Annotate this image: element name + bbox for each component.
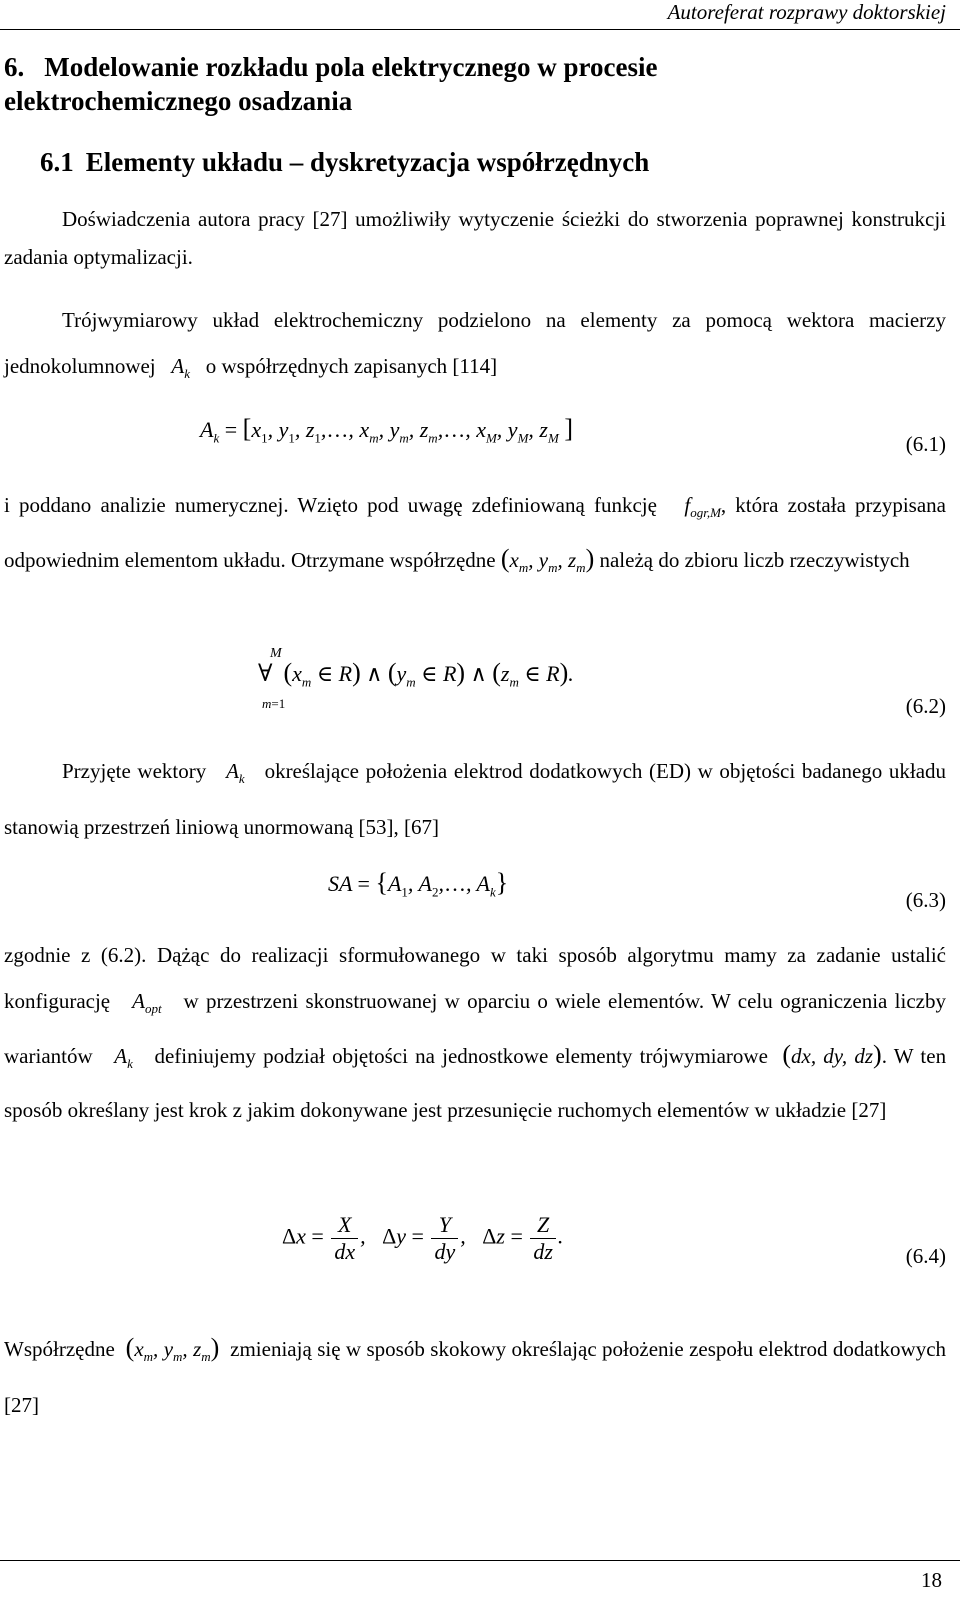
header-rule <box>0 29 960 30</box>
paragraph-5-text-c: definiujemy podział objętości na jednostkowe elementy trójwymiarowe <box>154 1044 768 1069</box>
equation-6-2: M ∀ m=1 ($x_m$ ∈ R) ∧ ($y_m$ ∈ R) ∧ ($z_m$ ∈ R). <box>258 646 574 711</box>
section-heading <box>4 50 946 118</box>
equation-6-1: $A_k = [x_1$, $y_1$, $z_1,\dots$, $x_m$, $y_m$, $z_m,\dots$, $x_M$, $y_M$, $z_M$ ] <box>200 414 573 446</box>
paragraph-2-text-a: Trójwymiarowy układ elektrochemiczny podzielono na elementy za pomocą wektora macierzy jednokolumnowej <box>4 308 946 378</box>
paragraph-4-text-b: określające położenia elektrod dodatkowych (ED) w objętości badanego układu stanowią przestrzeń liniową unormowaną [53], [67] <box>4 759 947 840</box>
paragraph-2 <box>4 297 946 397</box>
math-xm-ym-zm: ($x_m$, $y_m$, $z_m$) <box>500 544 595 576</box>
running-header: Autoreferat rozprawy doktorskiej <box>667 0 946 24</box>
page-number: 18 <box>921 1568 942 1592</box>
equation-number-6-4: (6.4) <box>905 1244 946 1268</box>
subsection-number: 6.1 <box>40 147 74 177</box>
paragraph-5-text-a: zgodnie z (6.2). Dążąc do realizacji sformułowanego w taki sposób algorytmu mamy za zadanie ustalić konfigurację <box>4 943 946 1013</box>
math-xm-ym-zm-2: ($x_m$, $y_m$, $z_m$) <box>125 1333 220 1365</box>
paragraph-6-text-a: Współrzędne <box>4 1337 115 1361</box>
paragraph-2-text-b: o współrzędnych zapisanych [114] <box>205 354 498 378</box>
paragraph-3-text-a: i poddano analizie numerycznej. Wzięto pod uwagę zdefiniowaną funkcję <box>4 493 657 517</box>
equation-number-6-3: (6.3) <box>905 888 946 912</box>
paragraph-4 <box>4 747 946 851</box>
math-Ak: $A_k$ <box>160 354 191 382</box>
section-number: 6. <box>4 52 25 82</box>
paragraph-1: Doświadczenia autora pracy [27] umożliwiły wytyczenie ścieżki do stworzenia poprawnej konstrukcji zadania optymalizacji. <box>4 207 946 269</box>
paragraph-6 <box>4 1324 946 1429</box>
equation-number-6-1: (6.1) <box>905 432 946 456</box>
equation-6-3: SA = {$A_1$, $A_2,\dots$, $A_k$} <box>328 868 509 900</box>
section-title-line2: elektrochemicznego osadzania <box>4 86 353 116</box>
paragraph-6-text-b: zmieniają się w sposób skokowy określając położenie zespołu elektrod dodatkowych [27] <box>4 1337 947 1418</box>
subsection-heading <box>40 145 649 179</box>
math-Ak-3: $A_k$ <box>99 1044 133 1072</box>
paragraph-5-text-b: w przestrzeni skonstruowanej w oparciu o wiele elementów. W celu ograniczenia liczby wariantów <box>4 989 946 1069</box>
paragraph-5 <box>4 932 946 1133</box>
paragraph-5-text-d: . W ten sposób określany jest krok z jakim dokonywane jest przesunięcie ruchomych elementów w układzie [27] <box>4 1044 947 1123</box>
paragraph-3 <box>4 482 946 591</box>
subsection-title: Elementy układu – dyskretyzacja współrzędnych <box>85 147 650 177</box>
math-Ak-2: $A_k$ <box>212 759 245 787</box>
equation-number-6-2: (6.2) <box>905 694 946 718</box>
paragraph-3-text-c: należą do zbioru liczb rzeczywistych <box>599 548 910 573</box>
paragraph-4-text-a: Przyjęte wektory <box>62 759 207 783</box>
paragraph-3-text-b: , która została przypisana odpowiednim elementom układu. Otrzymane współrzędne <box>4 493 946 573</box>
math-dx-dy-dz: (dx, dy, dz) <box>782 1040 882 1070</box>
math-f-ogr-M: $f_{ogr,M}$ <box>666 493 721 521</box>
math-A-opt: $A_{opt}$ <box>117 989 162 1017</box>
section-title-line1: Modelowanie rozkładu pola elektrycznego w procesie <box>44 52 658 82</box>
footer-rule <box>0 1560 960 1561</box>
equation-6-4: Δx = $\frac{X}{dx}$ , Δy = $\frac{Y}{dy}$ , Δz = $\frac{Z}{dz}$ . <box>282 1212 564 1264</box>
